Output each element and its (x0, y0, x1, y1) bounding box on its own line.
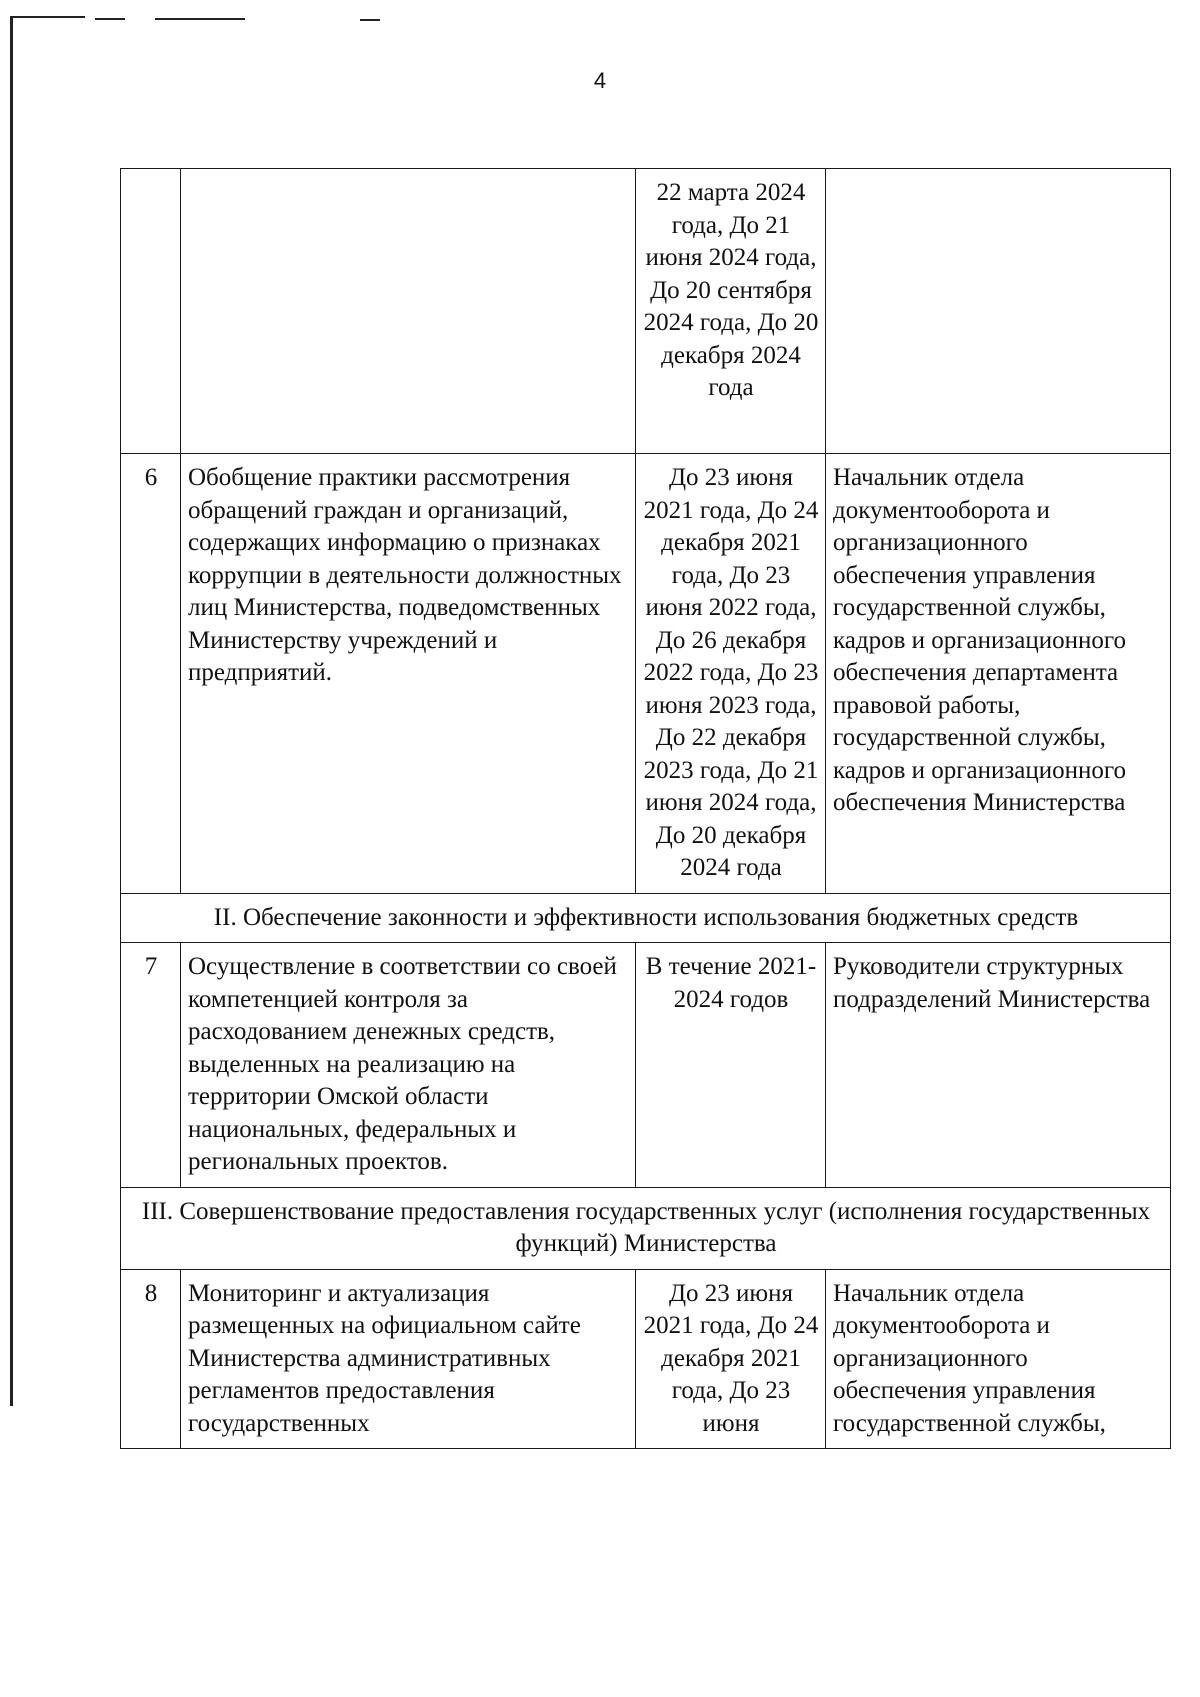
scan-artifact-top (360, 19, 380, 21)
table-row (121, 1269, 1171, 1449)
table-row (121, 454, 1171, 894)
section-header-row (121, 1187, 1171, 1269)
responsible-text: Начальник отдела документооборота и организационного обеспечения управления государственной службы, (826, 1269, 1171, 1449)
deadline-text: До 23 июня 2021 года, До 24 декабря 2021 года, До 23 июня 2022 года, До 26 декабря 2022 года, До 23 июня 2023 года, До 22 декабря 2023 года, До 21 июня 2024 года, До 20 декабря 2024 года (636, 454, 826, 894)
scan-artifact-top (155, 18, 245, 20)
responsible-text: Руководители структурных подразделений Министерства (826, 943, 1171, 1188)
row-number: 6 (121, 454, 181, 894)
anti-corruption-plan-table (120, 168, 1171, 1449)
page-number: 4 (593, 68, 607, 93)
deadline-text: В течение 2021-2024 годов (636, 943, 826, 1188)
deadline-text: 22 марта 2024 года, До 21 июня 2024 года, До 20 сентября 2024 года, До 20 декабря 2024 года (636, 169, 826, 454)
action-text: Осуществление в соответствии со своей компетенцией контроля за расходованием денежных средств, выделенных на реализацию на территории Омской области национальных, федеральных и региональных проектов. (181, 943, 636, 1188)
table-row (121, 169, 1171, 454)
section-heading-3: III. Совершенствование предоставления государственных услуг (исполнения государственных функций) Министерства (121, 1187, 1171, 1269)
table-row (121, 943, 1171, 1188)
scan-artifact-top (10, 16, 85, 18)
deadline-text: До 23 июня 2021 года, До 24 декабря 2021 года, До 23 июня (636, 1269, 826, 1449)
row-number: 7 (121, 943, 181, 1188)
scan-artifact-left (10, 16, 13, 1406)
action-text: Мониторинг и актуализация размещенных на официальном сайте Министерства административных регламентов предоставления государственных (181, 1269, 636, 1449)
row-number (121, 169, 181, 454)
action-text: Обобщение практики рассмотрения обращений граждан и организаций, содержащих информацию о признаках коррупции в деятельности должностных лиц Министерства, подведомственных Министерству учреждений и предприятий. (181, 454, 636, 894)
section-heading-2: II. Обеспечение законности и эффективности использования бюджетных средств (121, 893, 1171, 943)
action-text (181, 169, 636, 454)
responsible-text (826, 169, 1171, 454)
section-header-row (121, 893, 1171, 943)
scan-artifact-top (95, 18, 125, 20)
responsible-text: Начальник отдела документооборота и организационного обеспечения управления государственной службы, кадров и организационного обеспечения департамента правовой работы, государственной службы, кадров и организационного обеспечения Министерства (826, 454, 1171, 894)
row-number: 8 (121, 1269, 181, 1449)
